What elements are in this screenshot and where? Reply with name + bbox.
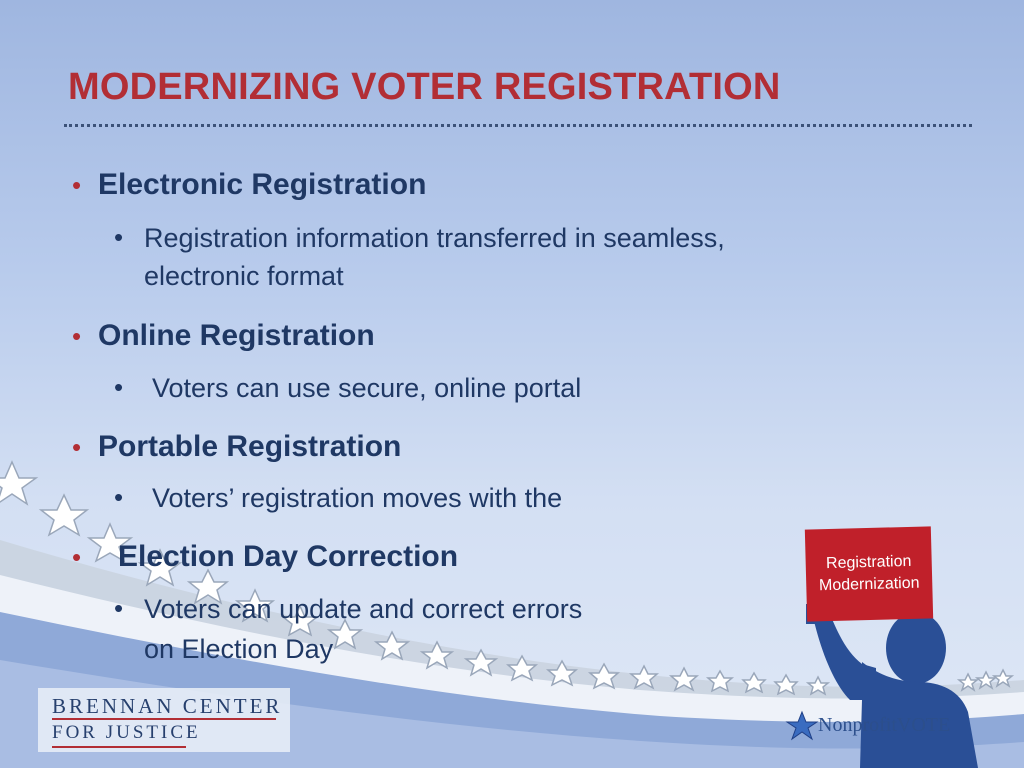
sub-bullet-text: on Election Day [144, 634, 334, 664]
bullet-heading-election-day: Election Day Correction [118, 540, 459, 573]
bullet-marker: • [72, 321, 82, 351]
sign-line-1: Registration [825, 552, 912, 573]
sub-bullet-marker: • [114, 593, 124, 623]
bullet-marker: • [72, 170, 82, 200]
logo-divider [52, 718, 276, 720]
bullet-heading-portable: Portable Registration [98, 430, 402, 463]
sub-bullet-marker: • [114, 482, 124, 512]
logo-divider [52, 746, 186, 748]
sub-bullet-marker: • [114, 222, 124, 252]
sub-bullet-text: Registration information transferred in seamless, [144, 223, 725, 253]
bullet-heading-online: Online Registration [98, 319, 375, 352]
sub-bullet-text: electronic format [144, 261, 344, 291]
bullet-marker: • [72, 432, 82, 462]
registration-sign [805, 526, 933, 621]
brennan-center-logo [38, 688, 290, 752]
sub-bullet-marker: • [114, 372, 124, 402]
bullet-marker: • [72, 542, 82, 572]
nonprofit-vote-logo: NonprofitVOTE [818, 714, 951, 736]
logo-text-line2: FOR JUSTICE [52, 722, 201, 743]
sign-line-2: Modernization [818, 574, 920, 595]
sub-bullet-text: Voters’ registration moves with the [152, 483, 563, 513]
sub-bullet-text: Voters can use secure, online portal [152, 373, 582, 403]
logo-text-line1: BRENNAN CENTER [52, 694, 283, 718]
sub-bullet-text: Voters can update and correct errors [144, 594, 583, 624]
slide-title: MODERNIZING VOTER REGISTRATION [68, 66, 781, 108]
bullet-heading-electronic: Electronic Registration [98, 168, 427, 201]
